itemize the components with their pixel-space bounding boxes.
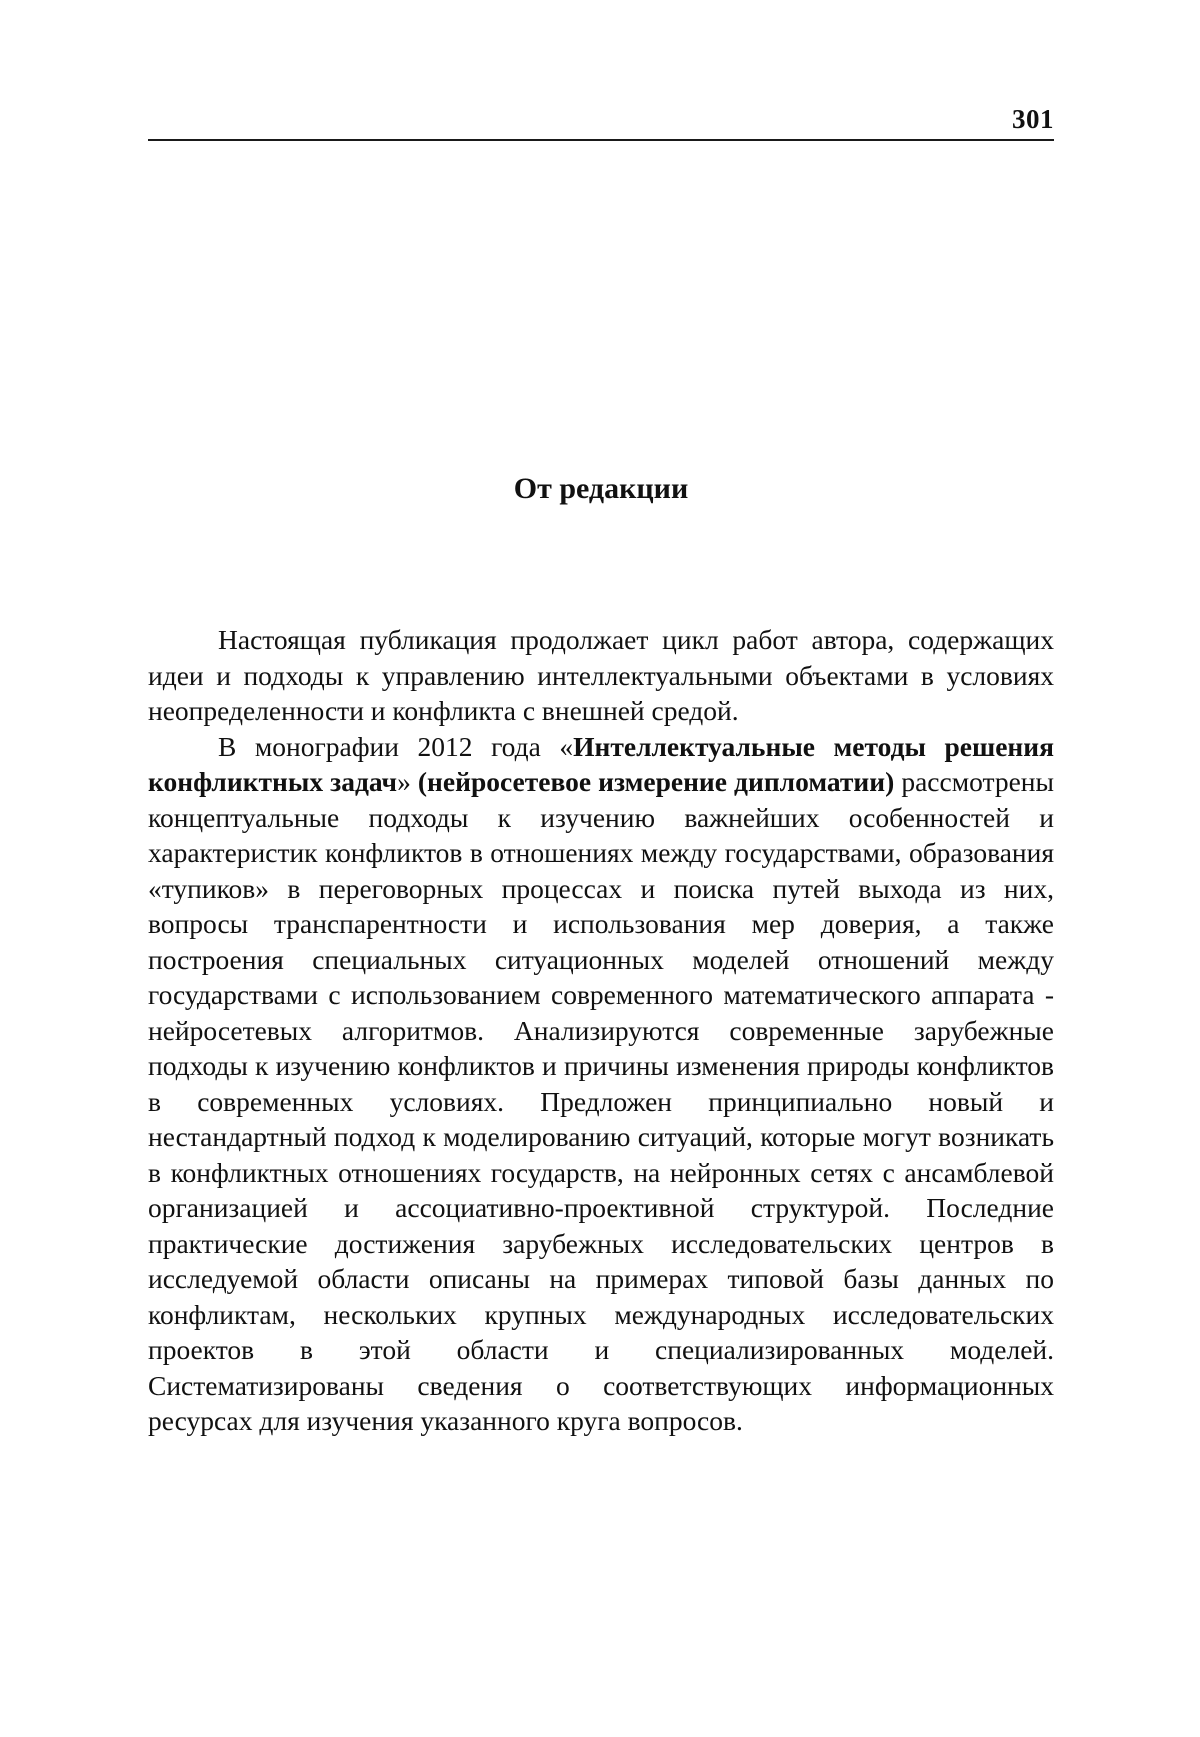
header-rule [148, 139, 1054, 141]
monograph-title: Интеллектуальные методы решения конфликтных задач [148, 730, 1054, 797]
monograph-subtitle: (нейросетевое измерение дипломатии) [417, 766, 895, 797]
body-text [148, 622, 1054, 1439]
page-number: 301 [1012, 104, 1054, 134]
section-title: От редакции [513, 472, 689, 505]
monograph-intro-text: В монографии 2012 года « [218, 730, 574, 762]
monograph-quote-close: » [397, 766, 418, 797]
page-header [148, 96, 1054, 142]
paragraph-monograph [148, 729, 1054, 1439]
paragraph-intro: Настоящая публикация продолжает цикл работ автора, содержащих идеи и подходы к управлению интеллектуальными объектами в условиях неопределенности и конфликта с внешней средой. [148, 624, 1054, 726]
monograph-description: рассмотрены концептуальные подходы к изучению важнейших особенностей и характеристик конфликтов в отношениях между государствами, образования «тупиков» в переговорных процессах и поиска путей выхода из них, вопросы транспарентности и использования мер доверия, а также построения специальных ситуационных моделей отношений между государствами с использованием современного математического аппарата - нейросетевых алгоритмов. Анализируются современные зарубежные подходы к изучению конфликтов и причины изменения природы конфликтов в современных условиях. Предложен принципиально новый и нестандартный подход к моделированию ситуаций, которые могут возникать в конфликтных отношениях государств, на нейронных сетях с ансамблевой организацией и ассоциативно-проективной структурой. Последние практические достижения зарубежных исследовательских центров в исследуемой области описаны на примерах типовой базы данных по конфликтам, нескольких крупных международных исследовательских проектов в этой области и специализированных моделей. Систематизированы сведения о соответствующих информационных ресурсах для изучения указанного круга вопросов. [148, 766, 1055, 1436]
